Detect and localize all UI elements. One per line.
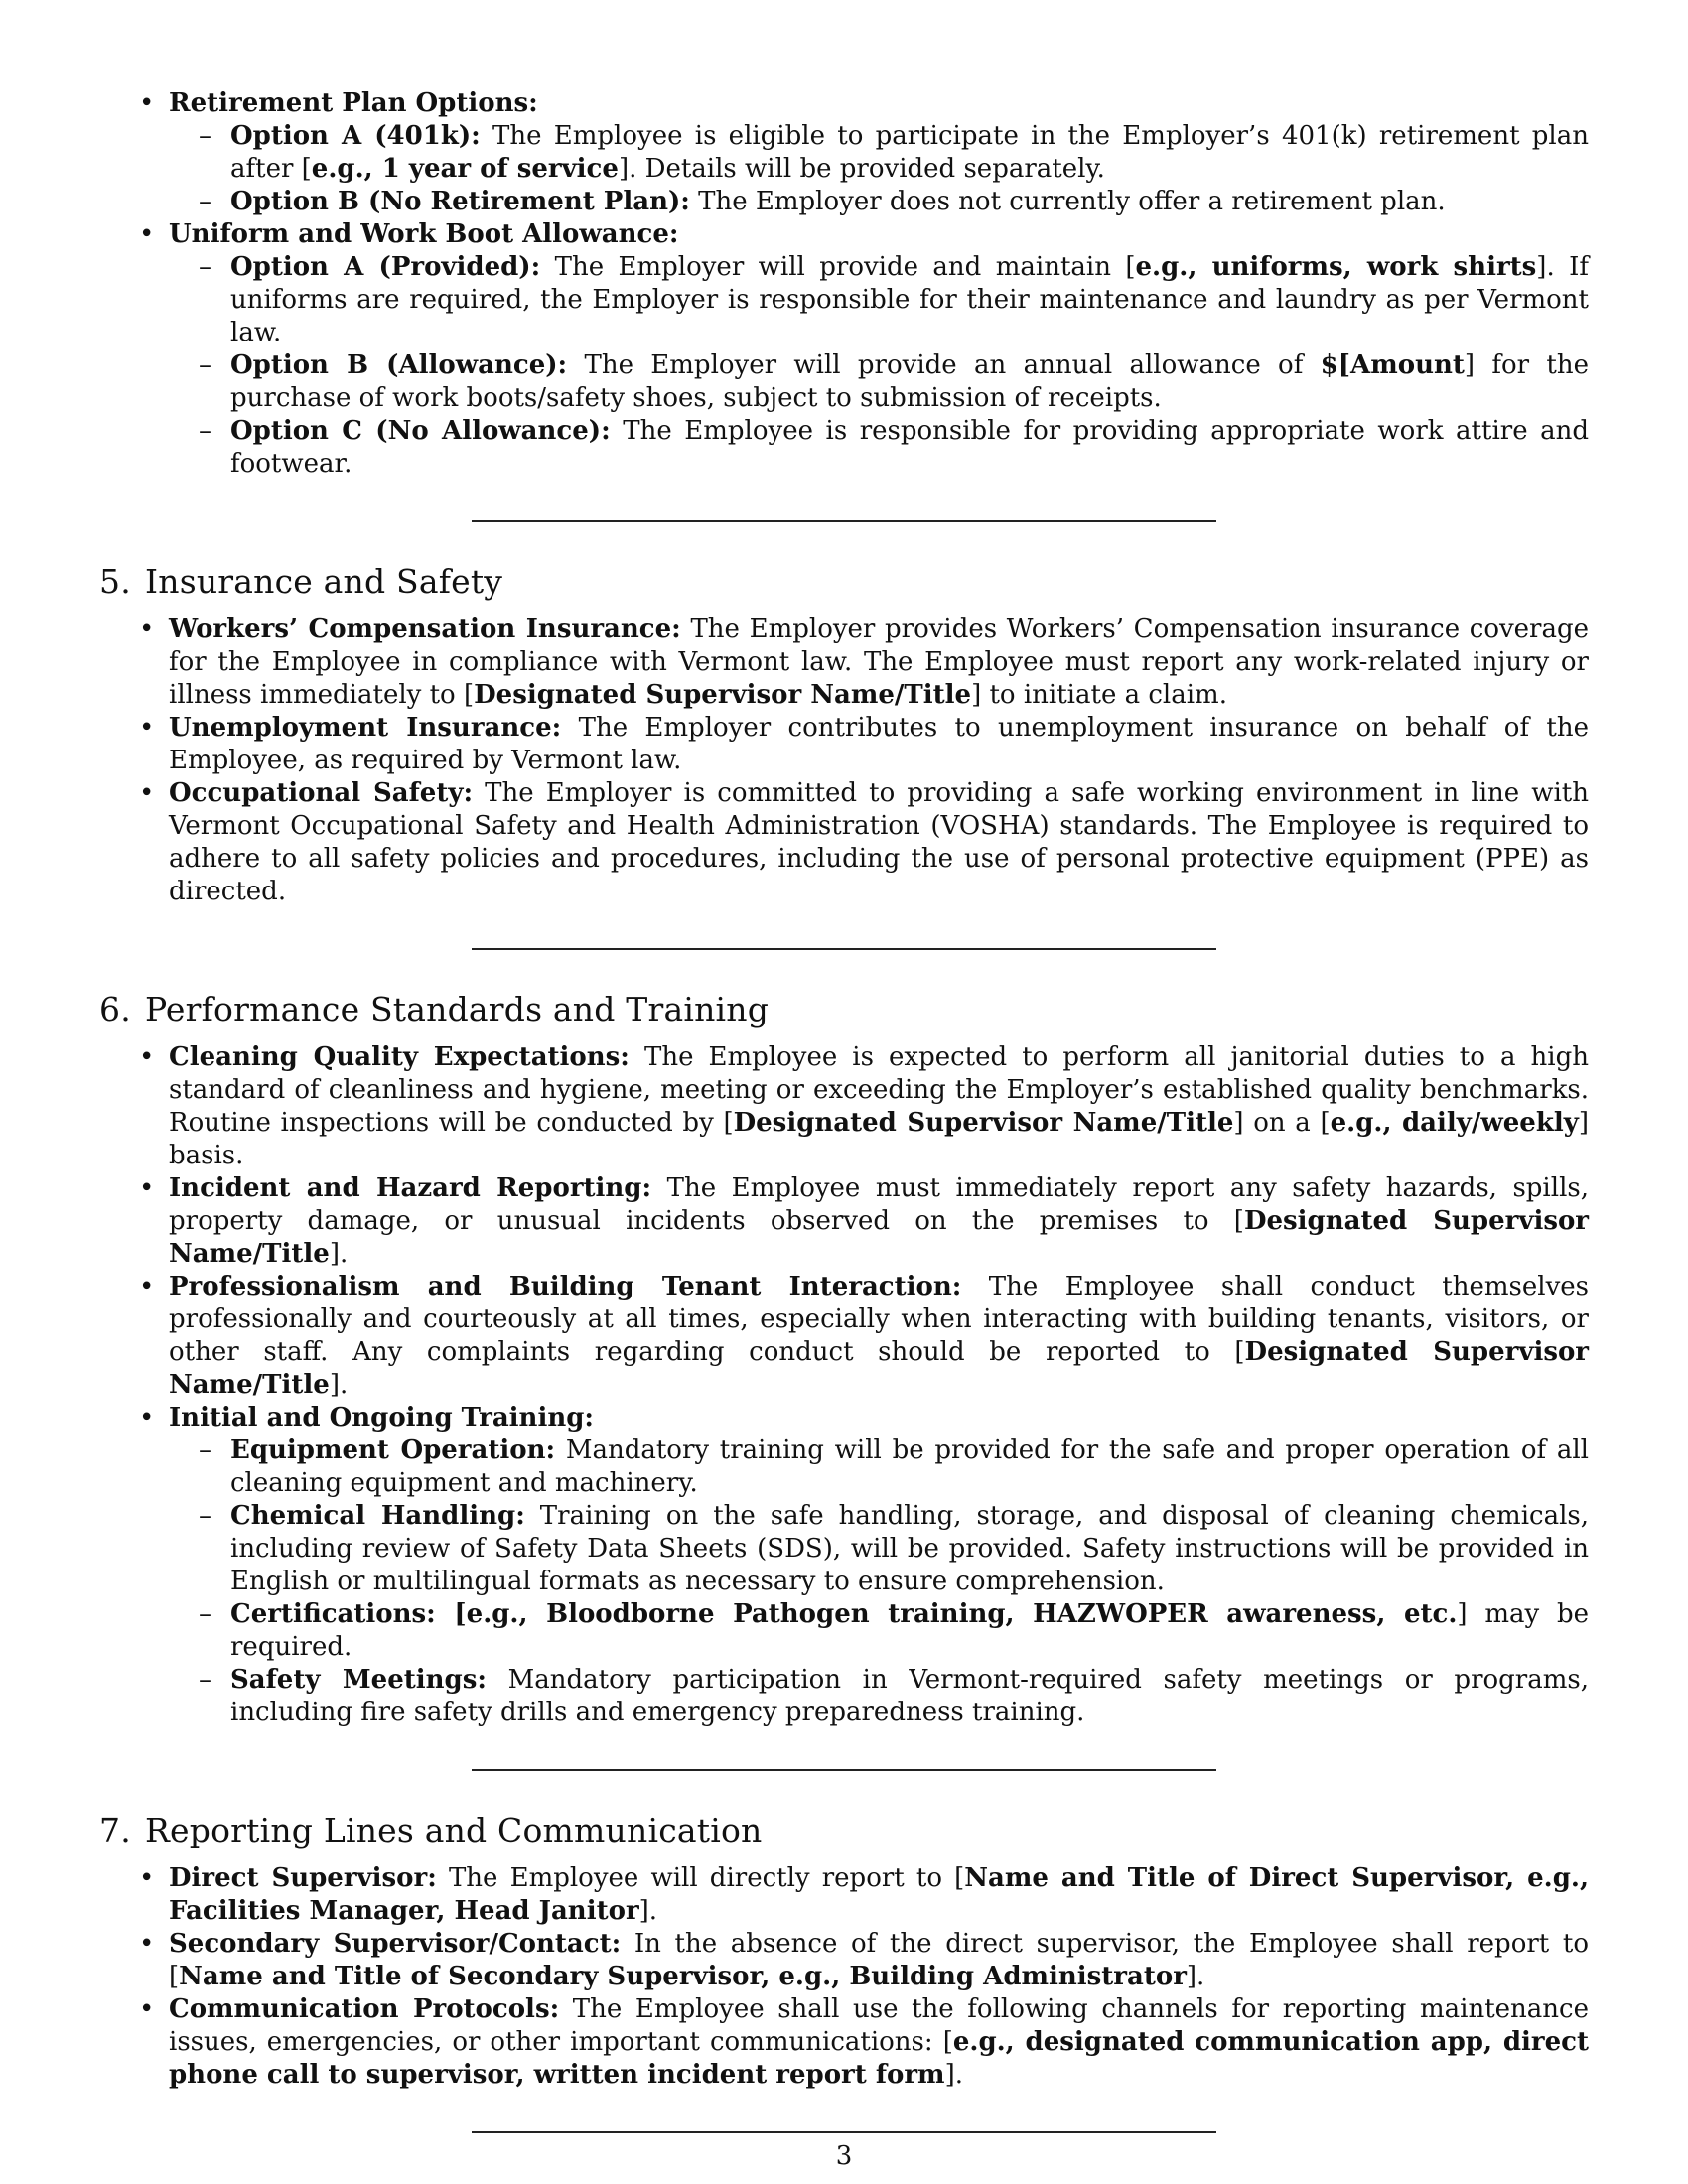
- section-6-heading: 6. Performance Standards and Training: [99, 990, 770, 1028]
- section-divider: [472, 948, 1216, 950]
- uniform-options-list: [169, 251, 1589, 480]
- section-5-heading: 5. Insurance and Safety: [99, 562, 503, 601]
- unemployment-item: • Unemployment Insurance: The Employer contributes to unemployment insurance on behalf of the Employee, as required by Vermont law.: [169, 712, 1589, 777]
- uniform-allowance-item: [169, 218, 1589, 480]
- section-7-list: [99, 1862, 1589, 2092]
- professionalism-item: • Professionalism and Building Tenant Interaction: The Employee shall conduct themselves professionally and courteously at all times, especially when interacting with building tenants, visitors, or other staff. Any complaints regarding conduct should be reported to [Designated Supervisor Name/Title].: [169, 1271, 1589, 1402]
- retirement-options-list: [169, 120, 1589, 218]
- uniform-option-b: – Option B (Allowance): The Employer will provide an annual allowance of $[Amount] for the purchase of work boots/safety shoes, subject to submission of receipts.: [230, 349, 1589, 415]
- uniform-option-c: – Option C (No Allowance): The Employee is responsible for providing appropriate work attire and footwear.: [230, 415, 1589, 480]
- section-divider: [472, 2131, 1216, 2133]
- benefits-list: [99, 87, 1589, 480]
- section-6-list: [99, 1041, 1589, 1729]
- certifications-item: – Certifications: [e.g., Bloodborne Pathogen training, HAZWOPER awareness, etc.] may be required.: [230, 1598, 1589, 1664]
- section-5-list: [99, 614, 1589, 908]
- incident-reporting-item: • Incident and Hazard Reporting: The Employee must immediately report any safety hazards, spills, property damage, or unusual incidents observed on the premises to [Designated Supervisor Name/Title].: [169, 1172, 1589, 1271]
- direct-supervisor-item: • Direct Supervisor: The Employee will directly report to [Name and Title of Direct Supervisor, e.g., Facilities Manager, Head Janitor].: [169, 1862, 1589, 1928]
- document-body: [99, 87, 1589, 2133]
- section-7-heading: 7. Reporting Lines and Communication: [99, 1811, 763, 1849]
- uniform-allowance-heading: Uniform and Work Boot Allowance:: [169, 219, 679, 249]
- training-item: [169, 1402, 1589, 1729]
- section-divider: [472, 520, 1216, 522]
- workers-comp-item: • Workers’ Compensation Insurance: The Employer provides Workers’ Compensation insurance coverage for the Employee in compliance with Vermont law. The Employee must report any work-related injury or illness immediately to [Designated Supervisor Name/Title] to initiate a claim.: [169, 614, 1589, 712]
- cleaning-quality-item: • Cleaning Quality Expectations: The Employee is expected to perform all janitorial duties to a high standard of cleanliness and hygiene, meeting or exceeding the Employer’s established quality benchmarks. Routine inspections will be conducted by [Designated Supervisor Name/Title] on a [e.g., daily/weekly] basis.: [169, 1041, 1589, 1172]
- section-divider: [472, 1769, 1216, 1771]
- retirement-option-b: – Option B (No Retirement Plan): The Employer does not currently offer a retirement plan.: [230, 186, 1589, 218]
- safety-meetings-item: – Safety Meetings: Mandatory participation in Vermont-required safety meetings or programs, including fire safety drills and emergency preparedness training.: [230, 1664, 1589, 1729]
- uniform-option-a: – Option A (Provided): The Employer will provide and maintain [e.g., uniforms, work shirts]. If uniforms are required, the Employer is responsible for their maintenance and laundry as per Vermont law.: [230, 251, 1589, 349]
- chemical-handling-item: – Chemical Handling: Training on the safe handling, storage, and disposal of cleaning chemicals, including review of Safety Data Sheets (SDS), will be provided. Safety instructions will be provided in English or multilingual formats as necessary to ensure comprehension.: [230, 1500, 1589, 1598]
- occupational-safety-item: • Occupational Safety: The Employer is committed to providing a safe working environment in line with Vermont Occupational Safety and Health Administration (VOSHA) standards. The Employee is required to adhere to all safety policies and procedures, including the use of personal protective equipment (PPE) as directed.: [169, 777, 1589, 908]
- training-list: [169, 1434, 1589, 1729]
- retirement-plan-item: [169, 87, 1589, 218]
- secondary-supervisor-item: • Secondary Supervisor/Contact: In the absence of the direct supervisor, the Employee shall report to [Name and Title of Secondary Supervisor, e.g., Building Administrator].: [169, 1928, 1589, 1993]
- retirement-option-a: – Option A (401k): The Employee is eligible to participate in the Employer’s 401(k) retirement plan after [e.g., 1 year of service]. Details will be provided separately.: [230, 120, 1589, 186]
- communication-protocols-item: • Communication Protocols: The Employee shall use the following channels for reporting maintenance issues, emergencies, or other important communications: [e.g., designated communication app, direct phone call to supervisor, written incident report form].: [169, 1993, 1589, 2092]
- training-heading: Initial and Ongoing Training:: [169, 1403, 595, 1433]
- page-number: 3: [835, 2141, 853, 2171]
- equipment-operation-item: – Equipment Operation: Mandatory training will be provided for the safe and proper operation of all cleaning equipment and machinery.: [230, 1434, 1589, 1500]
- retirement-plan-heading: Retirement Plan Options:: [169, 88, 538, 118]
